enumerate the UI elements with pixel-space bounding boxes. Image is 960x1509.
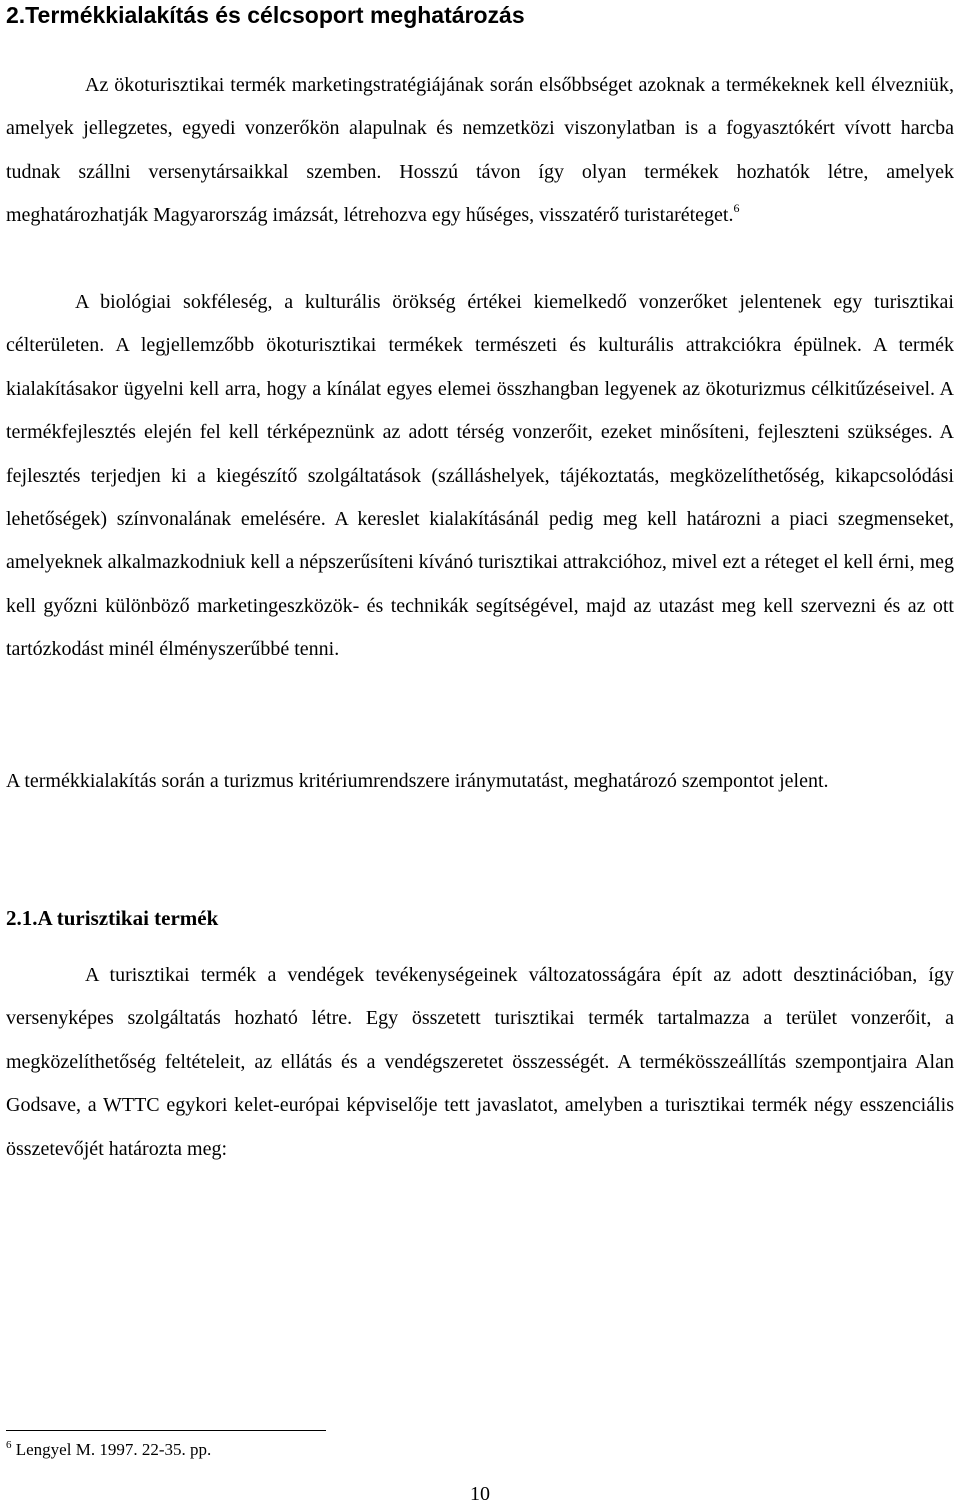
footnote-text: Lengyel M. 1997. 22-35. pp.: [11, 1440, 212, 1459]
footnote: [6, 1439, 211, 1461]
footnote-reference: 6: [733, 201, 740, 216]
footnote-separator: [6, 1430, 326, 1431]
paragraph-product-design: A termékkialakítás során a turizmus kritériumrendszere iránymutatást, meghatározó szempontot jelent.: [6, 770, 829, 792]
paragraph-intro-text: Az ökoturisztikai termék marketingstratégiájának során elsőbbséget azoknak a termékeknek kell élvezniük, amelyek jellegzetes, egyedi vonzerőkön alapulnak és nemzetközi viszonylatban is a fogyasztókért vívott harcba tudnak szállni versenytársaikkal szemben. Hosszú távon így olyan termékek hozhatók létre, amelyek meghatározhatják Magyarország imázsát, létrehozva egy hűséges, visszatérő turistaréteget.: [6, 74, 954, 227]
paragraph-intro: [6, 64, 954, 238]
paragraph-tourist-product: A turisztikai termék a vendégek tevékenységeinek változatosságára épít az adott desztinációban, így versenyképes szolgáltatás hozható létre. Egy összetett turisztikai termék tartalmazza a terület vonzerőit, a megközelíthetőség feltételeit, az ellátás és a vendégszeretet összességét. A termékösszeállítás szempontjaira Alan Godsave, a WTTC egykori kelet-európai képviselője tett javaslatot, amelyben a turisztikai termék négy esszenciális összetevőjét határozta meg:: [6, 964, 954, 1160]
paragraph-biodiversity: A biológiai sokféleség, a kulturális örökség értékei kiemelkedő vonzerőket jelentenek egy turisztikai célterületen. A legjellemzőbb ökoturisztikai termékek természeti és kulturális attrakciókra épülnek. A termék kialakításakor ügyelni kell arra, hogy a kínálat egyes elemei összhangban legyenek az ökoturizmus célkitűzéseivel. A termékfejlesztés elején fel kell térképeznünk az adott térség vonzerőit, ezeket minősíteni, fejleszteni szükséges. A fejlesztés terjedjen ki a kiegészítő szolgáltatások (szálláshelyek, tájékoztatás, megközelíthetőség, kikapcsolódási lehetőségek) színvonalának emelésére. A kereslet kialakításánál pedig meg kell határozni a piaci szegmenseket, amelyeknek alkalmazkodniuk kell a népszerűsíteni kívánó turisztikai attrakcióhoz, mivel ezt a réteget el kell érni, meg kell győzni különböző marketingeszközök- és technikák segítségével, majd az utazást meg kell szervezni és az ott tartózkodást minél élményszerűbbé tenni.: [6, 291, 954, 661]
page-number: 10: [470, 1483, 490, 1505]
section-heading: 2.Termékkialakítás és célcsoport meghatározás: [6, 2, 525, 28]
footnote-number: 6: [6, 1439, 12, 1451]
subsection-heading: 2.1.A turisztikai termék: [6, 906, 219, 930]
